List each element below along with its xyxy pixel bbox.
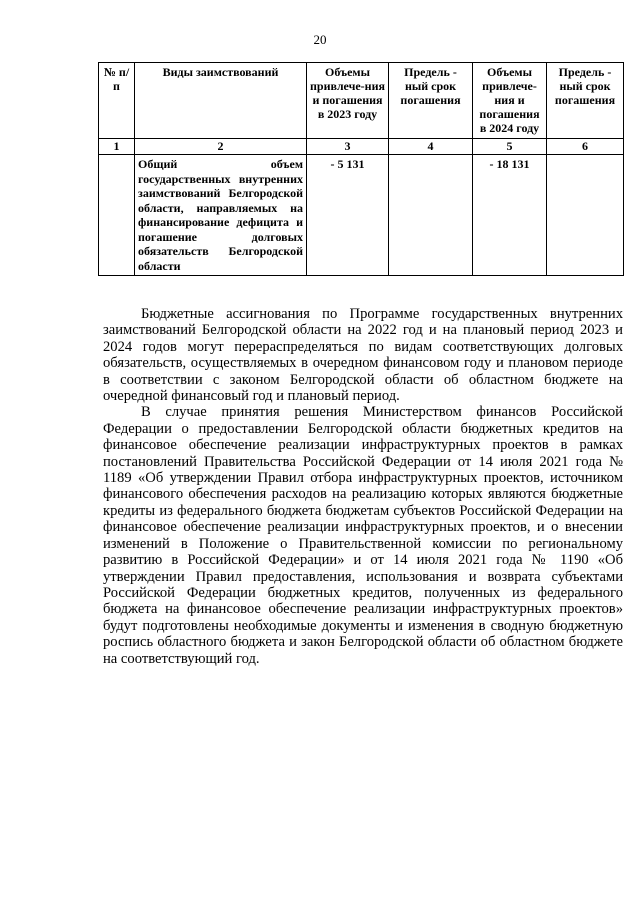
column-number: 4 (389, 139, 473, 155)
row-volume-2023: - 5 131 (307, 155, 389, 276)
row-term-2024 (547, 155, 624, 276)
table-header-row (99, 63, 624, 139)
body-text (103, 306, 623, 667)
header-volume-2024: Объемы привлече-ния и погашения в 2024 году (473, 63, 547, 139)
column-number-row (99, 139, 624, 155)
paragraph-budget-loans: В случае принятия решения Министерством финансов Российской Федерации о предоставлении Белгородской области бюджетных кредитов на финансовое обеспечение реализации инфраструктурных проектов в рамках постановлений Правительства Российской Федерации от 14 июля 2021 года № 1189 «Об утверждении Правил отбора инфраструктурных проектов, источником финансового обеспечения расходов на реализацию которых являются бюджетные кредиты из федерального бюджета бюджетам субъектов Российской Федерации на финансовое обеспечение реализации инфраструктурных проектов, и о внесении изменений в Положение о Правительственной комиссии по региональному развитию в Российской Федерации» и от 14 июля 2021 года № 1190 «Об утверждении Правил предоставления, использования и возврата субъектами Российской Федерации бюджетных кредитов, полученных из федерального бюджета на финансовое обеспечение реализации инфраструктурных проектов» будут подготовлены необходимые документы и изменения в сводную бюджетную роспись областного бюджета и закон Белгородской области об областном бюджете на соответствующий год. (103, 404, 623, 667)
header-borrowing-types: Виды заимствований (135, 63, 307, 139)
header-term-2024: Предель - ный срок погашения (547, 63, 624, 139)
row-term-2023 (389, 155, 473, 276)
header-volume-2023: Объемы привлече-ния и погашения в 2023 году (307, 63, 389, 139)
column-number: 5 (473, 139, 547, 155)
column-number: 6 (547, 139, 624, 155)
paragraph-reallocation: Бюджетные ассигнования по Программе государственных внутренних заимствований Белгородской области на 2022 год и на плановый период 2023 и 2024 годов могут перераспределяться по видам соответствующих долговых обязательств, осуществляемых в очередном финансовом году и плановом периоде в соответствии с законом Белгородской области об областном бюджете на очередной финансовый год и плановый период. (103, 306, 623, 405)
table-row (99, 155, 624, 276)
row-volume-2024: - 18 131 (473, 155, 547, 276)
column-number: 3 (307, 139, 389, 155)
header-term-2023: Предель - ный срок погашения (389, 63, 473, 139)
row-borrowing-name: Общий объем государственных внутренних заимствований Белгородской области, направляемых на финансирование дефицита и погашение долговых обязательств Белгородской области (135, 155, 307, 276)
page-number: 20 (313, 32, 327, 47)
row-number (99, 155, 135, 276)
column-number: 1 (99, 139, 135, 155)
borrowings-table (98, 62, 624, 276)
column-number: 2 (135, 139, 307, 155)
header-number: № п/п (99, 63, 135, 139)
